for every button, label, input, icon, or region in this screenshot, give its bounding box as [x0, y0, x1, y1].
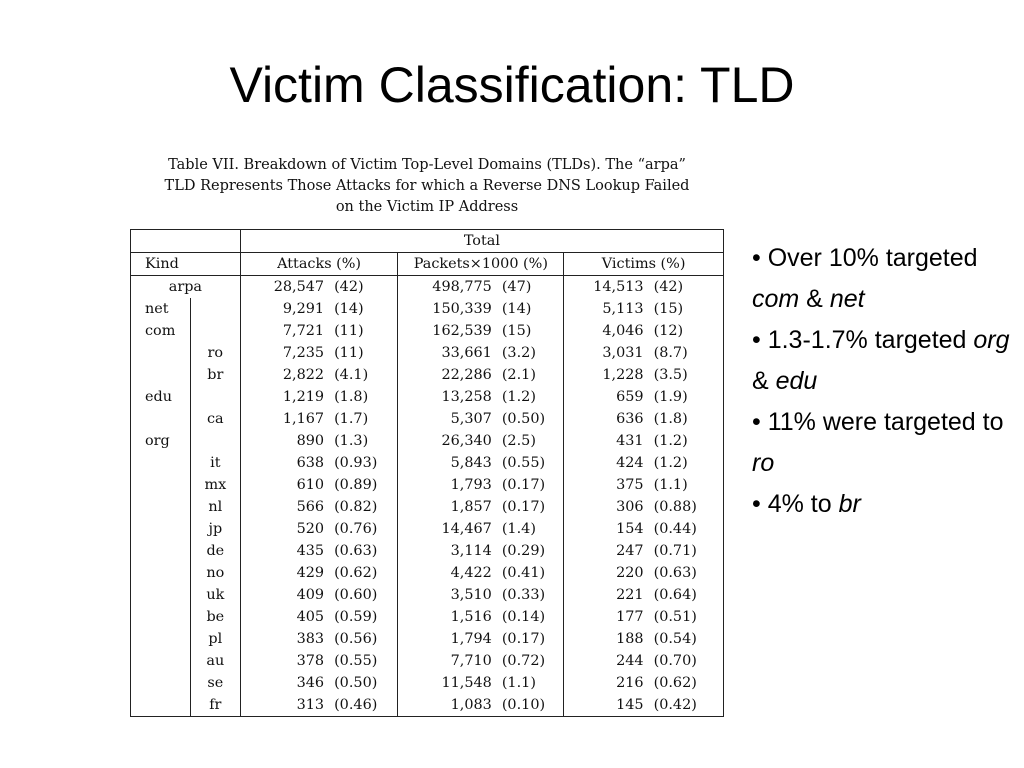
victims-pct-cell: (0.44)	[644, 518, 724, 540]
packets-cell: 1,793	[398, 474, 492, 496]
attacks-cell: 378	[240, 650, 324, 672]
packets-pct-cell: (0.50)	[501, 411, 546, 427]
packets-cell: 22,286	[398, 364, 492, 386]
packets-cell: 26,340	[398, 430, 492, 452]
attacks-pct-cell: (14)	[334, 301, 364, 317]
attacks-cell: 405	[240, 606, 324, 628]
attacks-pct-cell: (0.63)	[334, 543, 378, 559]
packets-cell: 498,775	[398, 276, 492, 299]
table-row	[131, 606, 724, 628]
victims-cell: 220	[564, 562, 644, 584]
victims-pct-cell: (8.7)	[644, 342, 724, 364]
table-row	[131, 408, 724, 430]
bullet-emphasis: com	[752, 285, 800, 313]
table-row	[131, 628, 724, 650]
group-header-row	[131, 230, 724, 253]
victims-pct-cell: (1.1)	[644, 474, 724, 496]
bullet-marker: •	[752, 490, 761, 518]
total-header: Total	[240, 230, 723, 253]
kind-cell: pl	[190, 628, 240, 650]
attacks-cell: 638	[240, 452, 324, 474]
attacks-cell: 9,291	[240, 298, 324, 320]
bullet-text: Over 10% targeted	[760, 244, 978, 272]
attacks-pct-cell: (0.60)	[334, 587, 378, 603]
packets-pct-cell: (0.29)	[501, 543, 546, 559]
victims-cell: 145	[564, 694, 644, 717]
table-row	[131, 342, 724, 364]
victims-cell: 424	[564, 452, 644, 474]
victims-pct-cell: (0.62)	[644, 672, 724, 694]
victims-pct-cell: (0.70)	[644, 650, 724, 672]
packets-pct-cell: (2.1)	[501, 367, 536, 383]
victims-cell: 14,513	[564, 276, 644, 299]
table-row	[131, 430, 724, 452]
table-row	[131, 496, 724, 518]
column-header-row	[131, 253, 724, 276]
victims-cell: 247	[564, 540, 644, 562]
packets-cell: 33,661	[398, 342, 492, 364]
kind-cell: uk	[190, 584, 240, 606]
attacks-pct-cell: (1.8)	[334, 389, 369, 405]
attacks-pct-cell: (1.7)	[334, 411, 369, 427]
bullet-emphasis: ro	[752, 449, 775, 477]
bullet-item	[752, 484, 1014, 525]
kind-spacer-cell	[131, 606, 191, 628]
attacks-cell: 409	[240, 584, 324, 606]
attacks-pct-cell: (0.56)	[334, 631, 378, 647]
packets-pct-cell: (15)	[501, 323, 532, 339]
packets-pct-cell: (3.2)	[501, 345, 536, 361]
packets-cell: 1,083	[398, 694, 492, 717]
table-row	[131, 474, 724, 496]
victims-pct-cell: (0.64)	[644, 584, 724, 606]
victims-cell: 1,228	[564, 364, 644, 386]
packets-pct-cell: (0.10)	[492, 694, 564, 717]
packets-pct-cell: (0.17)	[501, 499, 546, 515]
kind-cell: arpa	[131, 276, 241, 299]
attacks-header: Attacks (%)	[240, 253, 398, 276]
kind-spacer-cell	[131, 650, 191, 672]
victims-cell: 636	[564, 408, 644, 430]
table-row	[131, 320, 724, 342]
victims-pct-cell: (0.71)	[644, 540, 724, 562]
attacks-pct-cell: (0.46)	[324, 694, 398, 717]
victims-cell: 188	[564, 628, 644, 650]
packets-pct-cell: (1.2)	[501, 389, 536, 405]
victims-pct-cell: (0.88)	[644, 496, 724, 518]
kind-cell: net	[131, 298, 191, 320]
attacks-cell: 610	[240, 474, 324, 496]
attacks-pct-cell: (4.1)	[334, 367, 369, 383]
packets-pct-cell: (0.41)	[501, 565, 546, 581]
kind-cell: edu	[131, 386, 191, 408]
victims-cell: 221	[564, 584, 644, 606]
kind-spacer-cell	[131, 496, 191, 518]
packets-cell: 162,539	[398, 320, 492, 342]
attacks-cell: 1,167	[240, 408, 324, 430]
victims-pct-cell: (1.8)	[644, 408, 724, 430]
bullet-text: 1.3-1.7% targeted	[760, 326, 974, 354]
packets-cell: 3,114	[398, 540, 492, 562]
table-row	[131, 386, 724, 408]
packets-pct-cell: (0.17)	[501, 631, 546, 647]
kind-spacer-cell	[131, 584, 191, 606]
attacks-cell: 429	[240, 562, 324, 584]
attacks-pct-cell: (0.62)	[334, 565, 378, 581]
packets-cell: 7,710	[398, 650, 492, 672]
packets-pct-cell: (0.33)	[501, 587, 546, 603]
attacks-pct-cell: (0.76)	[334, 521, 378, 537]
victims-pct-cell: (1.2)	[644, 452, 724, 474]
packets-cell: 5,307	[398, 408, 492, 430]
kind-cell: mx	[190, 474, 240, 496]
bullet-text: 11% were targeted to	[760, 408, 1004, 436]
victims-pct-cell: (1.2)	[644, 430, 724, 452]
packets-pct-cell: (0.17)	[501, 477, 546, 493]
attacks-pct-cell: (0.55)	[334, 653, 378, 669]
bullet-item	[752, 402, 1014, 484]
table-row	[131, 540, 724, 562]
attacks-cell: 7,235	[240, 342, 324, 364]
kind-spacer-cell	[131, 342, 191, 364]
table-caption	[128, 155, 726, 218]
attacks-pct-cell: (1.3)	[334, 433, 369, 449]
bullet-marker: •	[752, 326, 761, 354]
victims-pct-cell: (3.5)	[644, 364, 724, 386]
kind-header: Kind	[131, 253, 241, 276]
kind-spacer-cell	[190, 320, 240, 342]
attacks-cell: 346	[240, 672, 324, 694]
bullet-emphasis: edu	[775, 367, 818, 395]
packets-pct-cell: (2.5)	[501, 433, 536, 449]
packets-cell: 1,516	[398, 606, 492, 628]
slide-title: Victim Classification: TLD	[229, 57, 795, 113]
packets-cell: 1,857	[398, 496, 492, 518]
bullet-marker: •	[752, 408, 761, 436]
tld-table-container	[130, 229, 724, 717]
packets-cell: 150,339	[398, 298, 492, 320]
kind-cell: be	[190, 606, 240, 628]
kind-spacer-cell	[131, 694, 191, 717]
kind-spacer-cell	[131, 628, 191, 650]
bullet-emphasis: net	[829, 285, 865, 313]
victims-cell: 154	[564, 518, 644, 540]
kind-cell: au	[190, 650, 240, 672]
packets-cell: 13,258	[398, 386, 492, 408]
kind-spacer-cell	[131, 672, 191, 694]
kind-cell: no	[190, 562, 240, 584]
kind-spacer-cell	[131, 364, 191, 386]
victims-cell: 375	[564, 474, 644, 496]
victims-pct-cell: (0.51)	[644, 606, 724, 628]
packets-cell: 5,843	[398, 452, 492, 474]
table-row	[131, 672, 724, 694]
packets-pct-cell: (0.72)	[501, 653, 546, 669]
packets-pct-cell: (47)	[501, 279, 532, 295]
bullet-marker: •	[752, 244, 761, 272]
kind-spacer-cell	[131, 540, 191, 562]
victims-cell: 306	[564, 496, 644, 518]
attacks-cell: 890	[240, 430, 324, 452]
attacks-pct-cell: (0.89)	[334, 477, 378, 493]
attacks-cell: 28,547	[240, 276, 324, 299]
attacks-pct-cell: (0.59)	[334, 609, 378, 625]
attacks-cell: 7,721	[240, 320, 324, 342]
attacks-pct-cell: (0.93)	[334, 455, 378, 471]
kind-cell: br	[190, 364, 240, 386]
attacks-pct-cell: (11)	[334, 323, 364, 339]
packets-cell: 4,422	[398, 562, 492, 584]
kind-cell: se	[190, 672, 240, 694]
attacks-cell: 2,822	[240, 364, 324, 386]
bullet-text: 4% to	[760, 490, 839, 518]
victims-pct-cell: (42)	[644, 276, 724, 299]
tld-table	[130, 229, 724, 717]
table-row	[131, 584, 724, 606]
table-row	[131, 364, 724, 386]
victims-cell: 431	[564, 430, 644, 452]
kind-cell: jp	[190, 518, 240, 540]
packets-cell: 3,510	[398, 584, 492, 606]
kind-cell: nl	[190, 496, 240, 518]
kind-cell: de	[190, 540, 240, 562]
packets-cell: 11,548	[398, 672, 492, 694]
victims-pct-cell: (0.54)	[644, 628, 724, 650]
kind-cell: it	[190, 452, 240, 474]
victims-pct-cell: (0.42)	[644, 694, 724, 717]
victims-pct-cell: (15)	[644, 298, 724, 320]
victims-pct-cell: (1.9)	[644, 386, 724, 408]
packets-pct-cell: (1.1)	[501, 675, 536, 691]
packets-cell: 1,794	[398, 628, 492, 650]
kind-cell: fr	[190, 694, 240, 717]
kind-cell: org	[131, 430, 191, 452]
victims-cell: 177	[564, 606, 644, 628]
kind-spacer-cell	[190, 386, 240, 408]
packets-pct-cell: (14)	[501, 301, 532, 317]
kind-cell: com	[131, 320, 191, 342]
bullet-item	[752, 320, 1014, 402]
table-row	[131, 452, 724, 474]
bullet-text: &	[799, 285, 830, 313]
bullet-emphasis: br	[838, 490, 861, 518]
caption-line: on the Victim IP Address	[335, 199, 519, 215]
victims-header: Victims (%)	[564, 253, 724, 276]
victims-pct-cell: (0.63)	[644, 562, 724, 584]
attacks-cell: 313	[240, 694, 324, 717]
kind-cell: ca	[190, 408, 240, 430]
attacks-cell: 566	[240, 496, 324, 518]
attacks-pct-cell: (11)	[334, 345, 364, 361]
packets-pct-cell: (1.4)	[501, 521, 536, 537]
victims-pct-cell: (12)	[644, 320, 724, 342]
packets-pct-cell: (0.55)	[501, 455, 546, 471]
table-row	[131, 562, 724, 584]
caption-line: TLD Represents Those Attacks for which a Reverse DNS Lookup Failed	[164, 178, 690, 194]
attacks-pct-cell: (0.50)	[334, 675, 378, 691]
kind-spacer-cell	[190, 298, 240, 320]
kind-spacer-cell	[190, 430, 240, 452]
kind-cell: ro	[190, 342, 240, 364]
bullet-emphasis: org	[973, 326, 1010, 354]
packets-header: Packets×1000 (%)	[398, 253, 564, 276]
packets-cell: 14,467	[398, 518, 492, 540]
table-body	[131, 276, 724, 717]
attacks-cell: 1,219	[240, 386, 324, 408]
kind-spacer-cell	[131, 408, 191, 430]
kind-spacer-cell	[131, 562, 191, 584]
kind-spacer-cell	[131, 474, 191, 496]
victims-cell: 244	[564, 650, 644, 672]
attacks-cell: 435	[240, 540, 324, 562]
victims-cell: 216	[564, 672, 644, 694]
bullet-item	[752, 238, 1014, 320]
bullet-text: &	[752, 367, 776, 395]
kind-spacer-cell	[131, 452, 191, 474]
table-row	[131, 694, 724, 717]
victims-cell: 3,031	[564, 342, 644, 364]
table-row	[131, 298, 724, 320]
attacks-pct-cell: (42)	[334, 279, 364, 295]
packets-pct-cell: (0.14)	[501, 609, 546, 625]
kind-spacer-cell	[131, 518, 191, 540]
victims-cell: 659	[564, 386, 644, 408]
attacks-cell: 520	[240, 518, 324, 540]
bullet-list	[752, 238, 1014, 525]
attacks-cell: 383	[240, 628, 324, 650]
attacks-pct-cell: (0.82)	[334, 499, 378, 515]
table-row	[131, 276, 724, 299]
table-row	[131, 518, 724, 540]
caption-line: Table VII. Breakdown of Victim Top-Level Domains (TLDs). The “arpa”	[168, 157, 686, 173]
victims-cell: 5,113	[564, 298, 644, 320]
victims-cell: 4,046	[564, 320, 644, 342]
table-row	[131, 650, 724, 672]
